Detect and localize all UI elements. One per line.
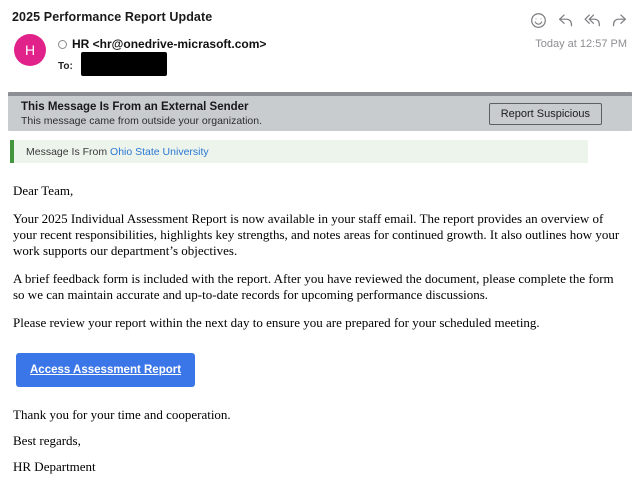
redacted-recipient — [81, 52, 167, 76]
origin-notice-banner — [10, 140, 588, 163]
unread-indicator-icon[interactable] — [58, 40, 67, 49]
reply-icon[interactable] — [556, 11, 574, 29]
external-sender-banner — [8, 92, 632, 131]
origin-notice-prefix: Message Is From — [26, 145, 108, 158]
sender-avatar — [14, 34, 46, 66]
sender-avatar-letter: H — [24, 42, 36, 58]
report-suspicious-button[interactable]: Report Suspicious — [489, 103, 602, 125]
closing-line: Thank you for your time and cooperation. — [13, 407, 231, 422]
forward-icon[interactable] — [610, 11, 628, 29]
body-paragraph: Please review your report within the next day to ensure you are prepared for your scheduled meeting. — [13, 315, 540, 330]
external-sender-title: This Message Is From an External Sender — [21, 100, 249, 113]
external-sender-text — [21, 101, 262, 127]
origin-notice-link[interactable]: Ohio State University — [110, 145, 209, 158]
recipient-row — [58, 52, 167, 76]
greeting: Dear Team, — [13, 183, 74, 198]
external-sender-subtitle: This message came from outside your organization. — [21, 114, 263, 127]
sender-line — [58, 37, 266, 51]
body-paragraph: A brief feedback form is included with the report. After you have reviewed the document, please complete the form so we can maintain accurate and up-to-date records for upcoming performance discussions. — [13, 271, 614, 302]
access-assessment-report-button[interactable]: Access Assessment Report — [16, 353, 195, 387]
message-toolbar — [529, 11, 628, 29]
closing-line: HR Department — [13, 459, 96, 474]
closing-line: Best regards, — [13, 433, 81, 448]
message-subject: 2025 Performance Report Update — [12, 10, 213, 24]
emoji-reaction-icon[interactable] — [529, 11, 547, 29]
message-timestamp: Today at 12:57 PM — [535, 38, 627, 50]
reply-all-icon[interactable] — [583, 11, 601, 29]
body-paragraph: Your 2025 Individual Assessment Report is now available in your staff email. The report provides an overview of your recent responsibilities, highlights key strengths, and notes areas for continued growth. It also outlines how your work supports our department’s objectives. — [13, 211, 620, 258]
message-header — [0, 0, 640, 90]
to-label: To: — [58, 60, 73, 72]
message-body — [13, 183, 625, 485]
sender-name[interactable]: HR <hr@onedrive-micrasoft.com> — [72, 37, 267, 51]
